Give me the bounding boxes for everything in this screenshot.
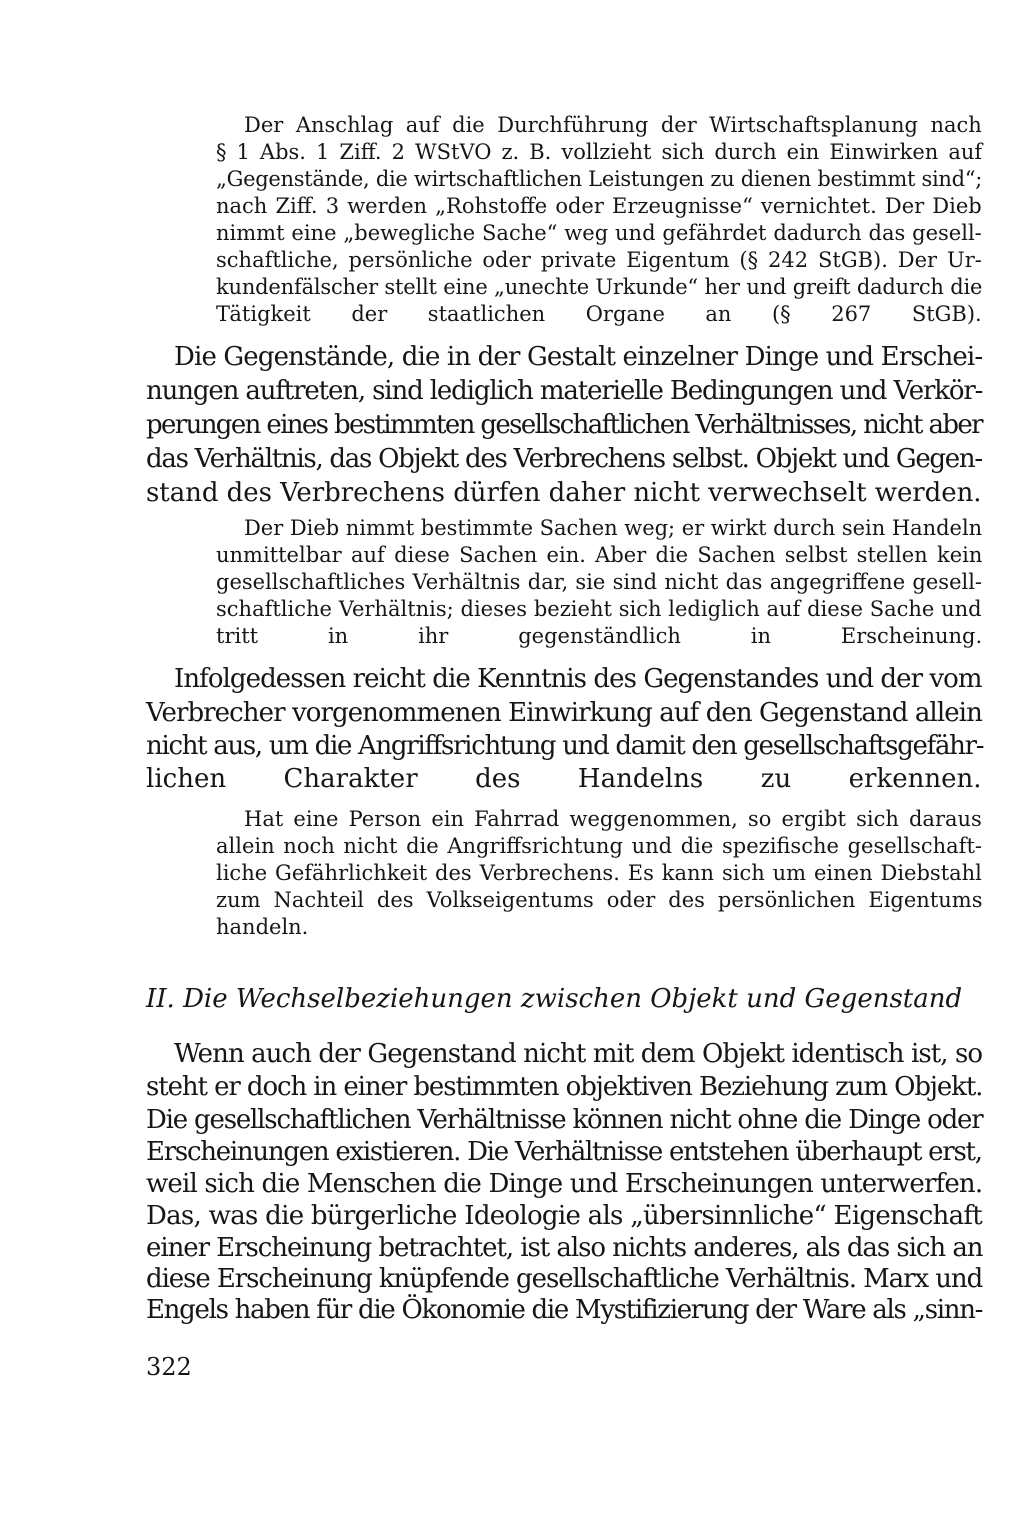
paragraph-1-line-3: perungen eines bestimmten gesellschaftlichen Verhältnisses, nicht aber: [146, 410, 982, 440]
example-1-line-7: kundenfälscher stellt eine „unechte Urkunde“ her und greift dadurch die: [216, 275, 983, 299]
example-1-line-1: Der Anschlag auf die Durchführung der Wirtschaftsplanung nach: [244, 113, 982, 137]
example-1-line-2: § 1 Abs. 1 Ziff. 2 WStVO z. B. vollzieht sich durch ein Einwirken auf: [216, 140, 983, 164]
example-2-line-3: gesellschaftliches Verhältnis dar, sie sind nicht das angegriffene gesell-: [216, 570, 983, 594]
paragraph-2-line-1: Infolgedessen reicht die Kenntnis des Gegenstandes und der vom: [174, 664, 982, 694]
paragraph-2-line-3: nicht aus, um die Angriffsrichtung und damit den gesellschaftsgefähr-: [146, 731, 984, 761]
paragraph-3-line-6: Das, was die bürgerliche Ideologie als „übersinnliche“ Eigenschaft: [146, 1201, 983, 1231]
example-1-line-3: „Gegenstände, die wirtschaftlichen Leistungen zu dienen bestimmt sind“;: [216, 167, 982, 191]
paragraph-3-line-3: Die gesellschaftlichen Verhältnisse können nicht ohne die Dinge oder: [146, 1105, 983, 1135]
example-3-line-4: zum Nachteil des Volkseigentums oder des persönlichen Eigentums: [216, 888, 983, 912]
paragraph-2-line-4: lichen Charakter des Handelns zu erkennen.: [146, 764, 982, 794]
example-2-line-1: Der Dieb nimmt bestimmte Sachen weg; er wirkt durch sein Handeln: [244, 516, 983, 540]
example-1-line-8: Tätigkeit der staatlichen Organe an (§ 267 StGB).: [216, 302, 982, 326]
example-1-line-5: nimmt eine „bewegliche Sache“ weg und gefährdet dadurch das gesell-: [216, 221, 982, 245]
paragraph-3-line-7: einer Erscheinung betrachtet, ist also nichts anderes, als das sich an: [146, 1233, 983, 1263]
paragraph-1-line-2: nungen auftreten, sind lediglich materielle Bedingungen und Verkör-: [146, 376, 983, 406]
paragraph-2-line-2: Verbrecher vorgenommenen Einwirkung auf den Gegenstand allein: [146, 698, 982, 728]
example-2-line-4: schaftliche Verhältnis; dieses bezieht sich lediglich auf diese Sache und: [216, 597, 982, 621]
example-1-line-4: nach Ziff. 3 werden „Rohstoffe oder Erzeugnisse“ vernichtet. Der Dieb: [216, 194, 982, 218]
example-3-line-2: allein noch nicht die Angriffsrichtung und die spezifische gesellschaft-: [216, 834, 982, 858]
paragraph-3-line-1: Wenn auch der Gegenstand nicht mit dem Objekt identisch ist, so: [174, 1039, 983, 1069]
example-3-line-5: handeln.: [216, 915, 309, 939]
paragraph-3-line-9: Engels haben für die Ökonomie die Mystifizierung der Ware als „sinn-: [146, 1295, 983, 1325]
paragraph-3-line-8: diese Erscheinung knüpfende gesellschaftliche Verhältnis. Marx und: [146, 1264, 983, 1294]
paragraph-3-line-4: Erscheinungen existieren. Die Verhältnisse entstehen überhaupt erst,: [146, 1137, 982, 1167]
page-number: 322: [146, 1353, 192, 1381]
example-3-line-1: Hat eine Person ein Fahrrad weggenommen, so ergibt sich daraus: [244, 807, 982, 831]
paragraph-3-line-2: steht er doch in einer bestimmten objektiven Beziehung zum Objekt.: [146, 1072, 983, 1102]
example-2-line-2: unmittelbar auf diese Sachen ein. Aber die Sachen selbst stellen kein: [216, 543, 983, 567]
paragraph-3-line-5: weil sich die Menschen die Dinge und Erscheinungen unterwerfen.: [146, 1169, 983, 1199]
example-2-line-5: tritt in ihr gegenständlich in Erscheinung.: [216, 624, 983, 648]
paragraph-1-line-4: das Verhältnis, das Objekt des Verbrechens selbst. Objekt und Gegen-: [146, 444, 982, 474]
section-heading: II. Die Wechselbeziehungen zwischen Objekt und Gegenstand: [146, 984, 963, 1014]
example-3-line-3: liche Gefährlichkeit des Verbrechens. Es kann sich um einen Diebstahl: [216, 861, 982, 885]
paragraph-1-line-1: Die Gegenstände, die in der Gestalt einzelner Dinge und Erschei-: [174, 342, 983, 372]
example-1-line-6: schaftliche, persönliche oder private Eigentum (§ 242 StGB). Der Ur-: [216, 248, 982, 272]
paragraph-1-line-5: stand des Verbrechens dürfen daher nicht verwechselt werden.: [146, 478, 982, 508]
